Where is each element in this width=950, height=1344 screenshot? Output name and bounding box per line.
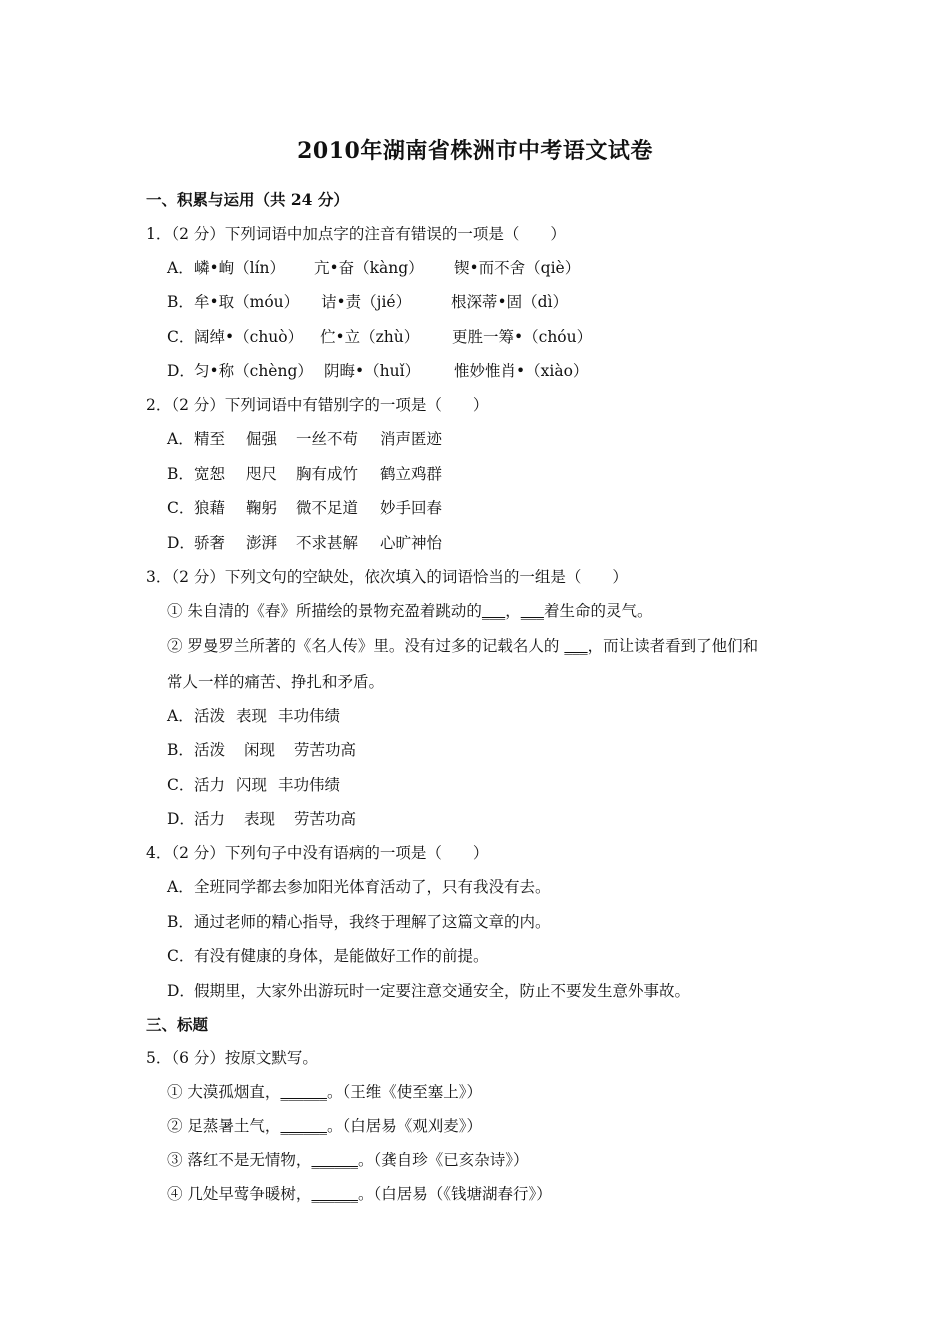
q3-option-a[interactable] [167, 705, 340, 727]
q1-option-d[interactable] [167, 360, 588, 382]
option-item: 根深蒂•固（dì） [451, 293, 569, 311]
option-label: C． [167, 776, 195, 794]
q2-option-c[interactable] [167, 497, 442, 519]
q4-option-b[interactable] [167, 911, 551, 933]
q3-option-b[interactable] [167, 739, 356, 761]
question-3-stem: 3．（2 分）下列文句的空缺处，依次填入的词语恰当的一组是（ ） [146, 568, 628, 586]
option-text: 有没有健康的身体，是能做好工作的前提。 [194, 947, 489, 965]
fill-blank[interactable]: ______ [311, 1151, 358, 1169]
q1-option-b[interactable] [167, 291, 568, 313]
fill-blank[interactable]: ______ [280, 1117, 327, 1135]
option-item: 倔强 [246, 430, 278, 448]
option-item: 狼藉 [194, 499, 226, 517]
option-item: 表现 [236, 707, 268, 725]
option-item: 阔绰•（chuò） [194, 328, 304, 346]
fill-blank[interactable]: ___ [481, 602, 506, 620]
option-label: A． [167, 878, 194, 896]
option-label: A． [167, 259, 194, 277]
option-item: 鞠躬 [246, 499, 278, 517]
option-item: 闲现 [244, 741, 276, 759]
q3-sentence-2: ② 罗曼罗兰所著的《名人传》里。没有过多的记载名人的 ___，而让读者看到了他们和 [167, 637, 759, 655]
question-2-stem: 2．（2 分）下列词语中有错别字的一项是（ ） [146, 396, 489, 414]
option-label: D． [167, 362, 195, 380]
q3-option-c[interactable] [167, 774, 340, 796]
option-item: 伫•立（zhù） [320, 328, 420, 346]
q5-line-3: ③ 落红不是无情物，______。（龚自珍《已亥杂诗》） [167, 1151, 529, 1169]
option-label: A． [167, 430, 194, 448]
option-item: 活泼 [194, 707, 226, 725]
option-item: 消声匿迹 [380, 430, 443, 448]
page-title: 2010年湖南省株洲市中考语文试卷 [297, 138, 653, 164]
fill-blank[interactable]: ______ [280, 1083, 327, 1101]
option-item: 鹤立鸡群 [380, 465, 443, 483]
option-label: B． [167, 741, 194, 759]
option-item: 劳苦功高 [294, 741, 357, 759]
option-item: 劳苦功高 [294, 810, 357, 828]
fill-blank[interactable]: ______ [311, 1185, 358, 1203]
q3-sentence-1: ① 朱自清的《春》所描绘的景物充盈着跳动的___，___着生命的灵气。 [167, 602, 653, 620]
option-label: A． [167, 707, 194, 725]
q5-line-4: ④ 几处早莺争暖树，______。（白居易（《钱塘湖春行》） [167, 1185, 552, 1203]
option-item: 活力 [194, 776, 226, 794]
option-item: 阴晦•（huǐ） [324, 362, 421, 380]
option-item: 宽恕 [194, 465, 226, 483]
option-item: 诘•责（jié） [321, 293, 412, 311]
q4-option-d[interactable] [167, 980, 690, 1002]
option-item: 微不足道 [296, 499, 359, 517]
option-item: 胸有成竹 [296, 465, 359, 483]
option-item: 妙手回春 [380, 499, 443, 517]
option-item: 咫尺 [246, 465, 278, 483]
option-item: 丰功伟绩 [278, 776, 341, 794]
option-item: 表现 [244, 810, 276, 828]
option-item: 匀•称（chèng） [194, 362, 313, 380]
q4-option-a[interactable] [167, 876, 551, 898]
option-text: 假期里，大家外出游玩时一定要注意交通安全，防止不要发生意外事故。 [194, 982, 691, 1000]
q5-line-1: ① 大漠孤烟直，______。（王维《使至塞上》） [167, 1083, 482, 1101]
option-label: C． [167, 499, 195, 517]
option-text: 通过老师的精心指导，我终于理解了这篇文章的内。 [194, 913, 551, 931]
option-item: 惟妙惟肖•（xiào） [454, 362, 589, 380]
section-heading-3: 三、标题 [146, 1015, 209, 1034]
option-item: 澎湃 [246, 534, 278, 552]
option-item: 骄奢 [194, 534, 226, 552]
option-label: C． [167, 328, 195, 346]
option-item: 亢•奋（kàng） [314, 259, 424, 277]
option-item: 活泼 [194, 741, 226, 759]
option-label: D． [167, 982, 195, 1000]
option-label: B． [167, 913, 194, 931]
option-item: 一丝不苟 [296, 430, 359, 448]
option-label: B． [167, 465, 194, 483]
q2-option-a[interactable] [167, 428, 442, 450]
section-heading-1: 一、积累与运用（共 24 分） [146, 190, 349, 209]
q2-option-d[interactable] [167, 532, 442, 554]
q2-option-b[interactable] [167, 463, 442, 485]
q3-option-d[interactable] [167, 808, 356, 830]
fill-blank[interactable]: ___ [520, 602, 544, 620]
option-label: D． [167, 810, 195, 828]
option-item: 更胜一筹•（chóu） [452, 328, 593, 346]
option-item: 牟•取（móu） [194, 293, 300, 311]
question-1-stem: 1．（2 分）下列词语中加点字的注音有错误的一项是（ ） [146, 225, 566, 243]
option-label: D． [167, 534, 195, 552]
fill-blank[interactable]: ___ [564, 637, 588, 655]
question-5-stem: 5．（6 分）按原文默写。 [146, 1049, 318, 1067]
q1-option-a[interactable] [167, 257, 580, 279]
option-item: 丰功伟绩 [278, 707, 341, 725]
q5-line-2: ② 足蒸暑土气，______。（白居易《观刈麦》） [167, 1117, 482, 1135]
option-item: 锲•而不舍（qiè） [454, 259, 581, 277]
q1-option-c[interactable] [167, 326, 592, 348]
option-label: B． [167, 293, 194, 311]
option-item: 不求甚解 [296, 534, 359, 552]
option-item: 活力 [194, 810, 226, 828]
option-label: C． [167, 947, 195, 965]
option-item: 嶙•峋（lín） [194, 259, 286, 277]
option-item: 闪现 [236, 776, 268, 794]
q3-sentence-2-continued: 常人一样的痛苦、挣扎和矛盾。 [167, 673, 385, 691]
option-item: 精至 [194, 430, 226, 448]
question-4-stem: 4．（2 分）下列句子中没有语病的一项是（ ） [146, 844, 489, 862]
option-item: 心旷神怡 [380, 534, 443, 552]
q4-option-c[interactable] [167, 945, 489, 967]
option-text: 全班同学都去参加阳光体育活动了，只有我没有去。 [194, 878, 551, 896]
